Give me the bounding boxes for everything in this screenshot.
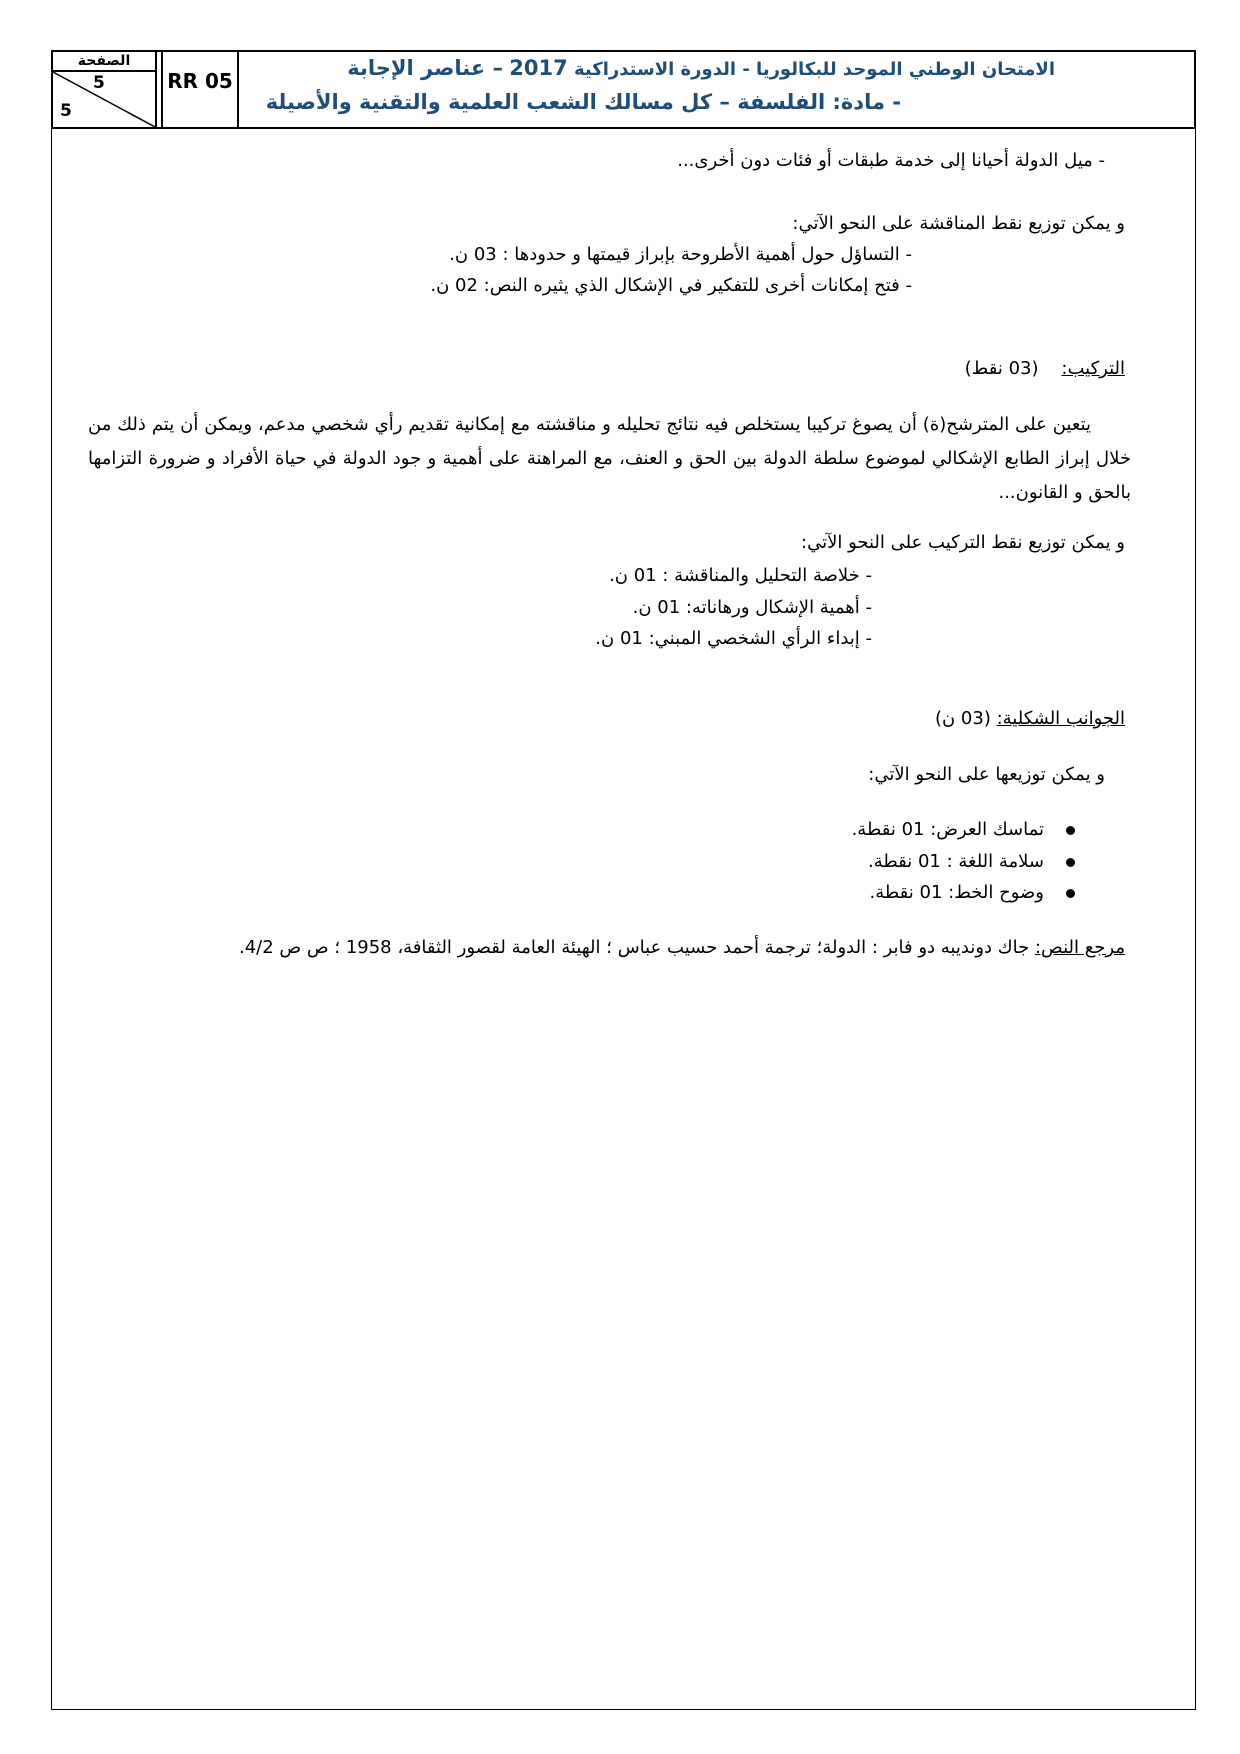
exam-title <box>243 52 1193 127</box>
text-reference <box>239 937 1125 958</box>
discussion-item: - فتح إمكانات أخرى للتفكير في الإشكال الذي يثيره النص: 02 ن. <box>430 275 912 296</box>
page-number-box <box>53 52 157 127</box>
formal-item <box>870 882 1075 903</box>
discussion-intro: و يمكن توزيع نقط المناقشة على النحو الآتي: <box>792 213 1125 234</box>
formal-heading <box>935 708 1125 729</box>
page-total: 5 <box>60 101 72 121</box>
synthesis-item: - أهمية الإشكال ورهاناته: 01 ن. <box>632 597 872 618</box>
formal-points: (03 ن) <box>934 708 991 729</box>
formal-item <box>852 819 1075 840</box>
bullet-icon <box>1066 889 1075 898</box>
formal-intro: و يمكن توزيعها على النحو الآتي: <box>868 764 1105 785</box>
bullet-icon <box>1066 858 1075 867</box>
discussion-item: - التساؤل حول أهمية الأطروحة بإبراز قيمتها و حدودها : 03 ن. <box>449 244 912 265</box>
title-line-2: - مادة: الفلسفة – كل مسالك الشعب العلمية والتقنية والأصيلة <box>265 90 901 114</box>
formal-item-text: سلامة اللغة : 01 نقطة. <box>867 851 1044 872</box>
synthesis-points: (03 نقط) <box>964 358 1039 379</box>
page-label: الصفحة <box>53 52 155 72</box>
page-current: 5 <box>93 73 105 93</box>
synthesis-heading <box>965 358 1125 379</box>
synthesis-paragraph <box>88 408 1131 510</box>
page-header <box>51 50 1196 129</box>
title-exam-session: الامتحان الوطني الموحد للبكالوريا - الدورة الاستدراكية <box>574 59 1055 80</box>
synthesis-item: - إبداء الرأي الشخصي المبني: 01 ن. <box>595 628 872 649</box>
exam-code: RR 05 <box>161 52 239 127</box>
title-line-1 <box>347 56 1055 80</box>
bullet-icon <box>1066 826 1075 835</box>
reference-label: مرجع النص: <box>1034 937 1125 958</box>
synthesis-item: - خلاصة التحليل والمناقشة : 01 ن. <box>609 565 872 586</box>
reference-text: جاك دونديبه دو فابر : الدولة؛ ترجمة أحمد حسيب عباس ؛ الهيئة العامة لقصور الثقافة، 1958 ؛ ص ص 4/2. <box>238 937 1030 958</box>
discussion-last-point: - ميل الدولة أحيانا إلى خدمة طبقات أو فئات دون أخرى... <box>677 150 1105 171</box>
formal-title: الجوانب الشكلية: <box>996 708 1125 729</box>
synthesis-intro: و يمكن توزيع نقط التركيب على النحو الآتي: <box>801 532 1125 553</box>
synthesis-title: التركيب: <box>1061 358 1125 379</box>
formal-item-text: وضوح الخط: 01 نقطة. <box>869 882 1044 903</box>
title-year: 2017 <box>509 56 568 80</box>
formal-item <box>868 851 1075 872</box>
synthesis-paragraph-text: يتعين على المترشح(ة) أن يصوغ تركيبا يستخلص فيه نتائج تحليله و مناقشته مع إمكانية تقديم رأي شخصي مدعم، ويمكن أن يتم ذلك من خلال إبراز الطابع الإشكالي لموضوع سلطة الدولة بين الحق و العنف، مع المراهنة على أهمية و جود الدولة في حياة الأفراد و ضرورة التزامها بالحق و القانون... <box>88 414 1131 503</box>
formal-item-text: تماسك العرض: 01 نقطة. <box>851 819 1044 840</box>
page-frame <box>51 50 1196 1710</box>
title-answer-elements: – عناصر الإجابة <box>347 56 503 80</box>
